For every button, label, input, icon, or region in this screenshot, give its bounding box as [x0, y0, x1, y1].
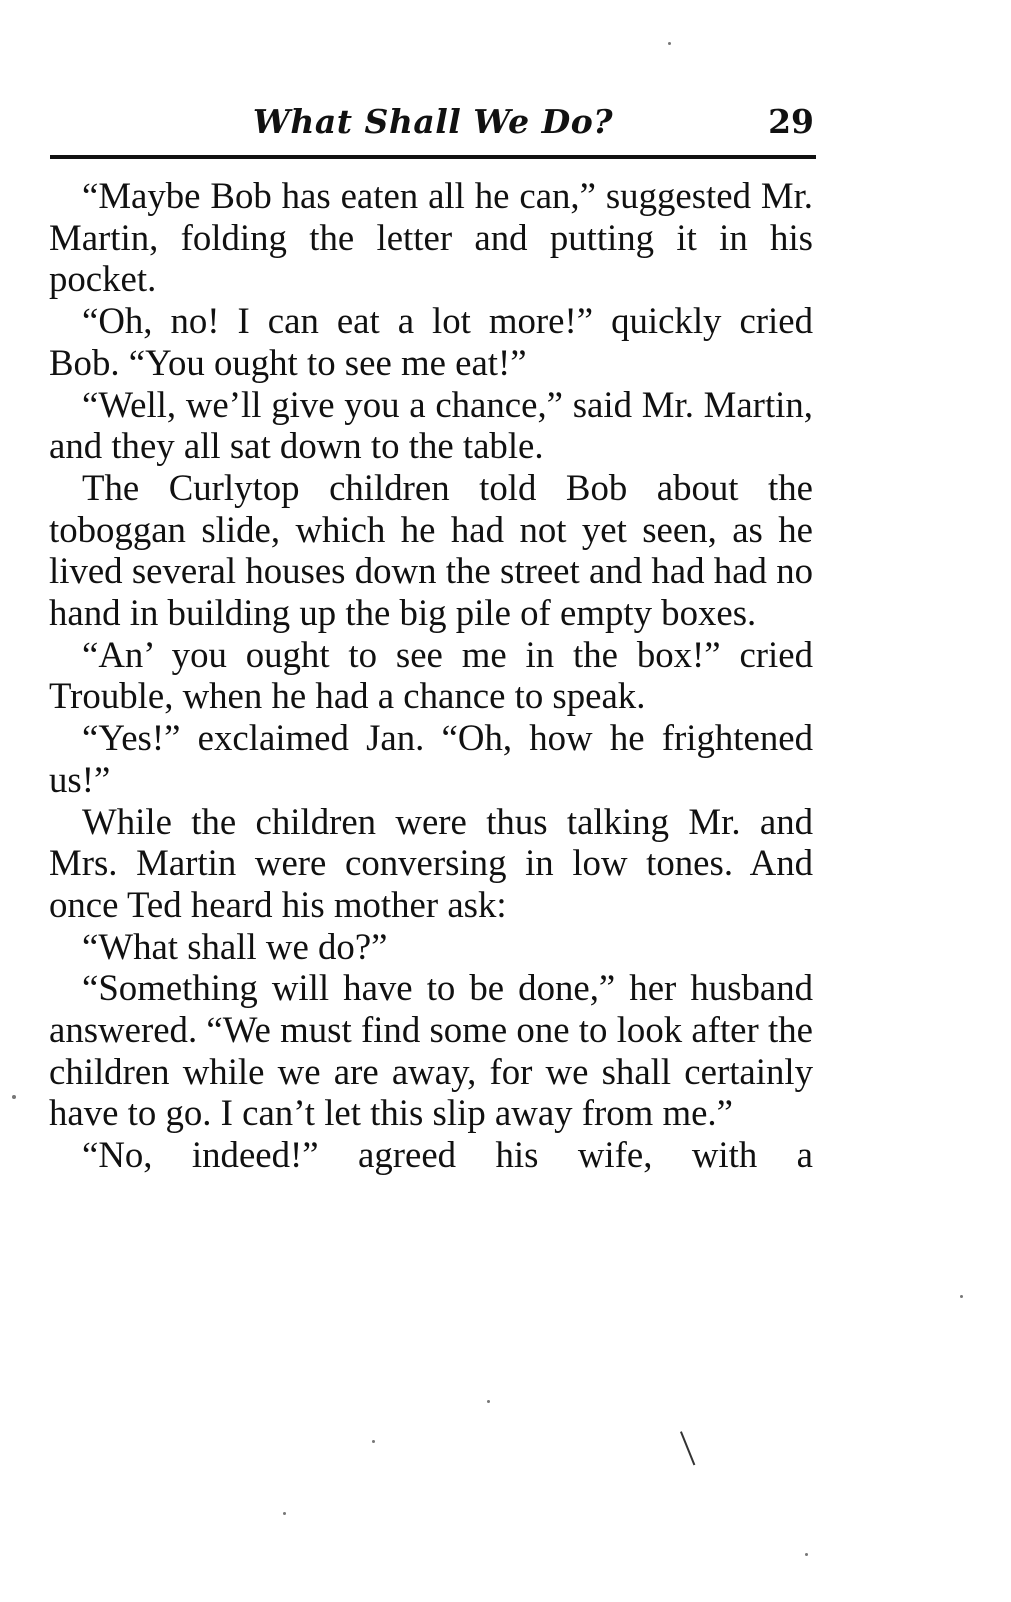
- paragraph: “Yes!” exclaimed Jan. “Oh, how he frightened us!”: [49, 717, 813, 800]
- paragraph: “Something will have to be done,” her husband answered. “We must find some one to look after the children while we are away, for we shall certainly have to go. I can’t let this slip away from me.”: [49, 967, 813, 1134]
- scan-speck: [283, 1512, 286, 1515]
- paragraph: “Maybe Bob has eaten all he can,” suggested Mr. Martin, folding the letter and putting it in his pocket.: [49, 175, 813, 300]
- header-rule: [50, 155, 816, 159]
- paragraph: “Well, we’ll give you a chance,” said Mr. Martin, and they all sat down to the table.: [49, 383, 813, 467]
- scan-speck: [372, 1440, 375, 1443]
- paragraph: “An’ you ought to see me in the box!” cried Trouble, when he had a chance to speak.: [49, 633, 813, 717]
- paragraph: “No, indeed!” agreed his wife, with a: [82, 1134, 813, 1176]
- scan-speck: [805, 1553, 808, 1556]
- paragraph: “Oh, no! I can eat a lot more!” quickly cried Bob. “You ought to see me eat!”: [49, 300, 813, 383]
- running-title: What Shall We Do?: [252, 102, 614, 141]
- scan-speck: [960, 1295, 963, 1298]
- paragraph: “What shall we do?”: [82, 925, 388, 967]
- paragraph: While the children were thus talking Mr. and Mrs. Martin were conversing in low tones. And once Ted heard his mother ask:: [49, 800, 813, 925]
- page-number: 29: [768, 102, 814, 141]
- paragraph: The Curlytop children told Bob about the toboggan slide, which he had not yet seen, as he lived several houses down the street and had had no hand in building up the big pile of empty boxes.: [49, 466, 813, 634]
- scan-mark: [680, 1431, 695, 1465]
- scan-speck: [668, 42, 671, 45]
- body-text: [49, 175, 813, 1176]
- page-header: [52, 102, 814, 148]
- scan-speck: [12, 1095, 16, 1099]
- scan-speck: [487, 1400, 490, 1403]
